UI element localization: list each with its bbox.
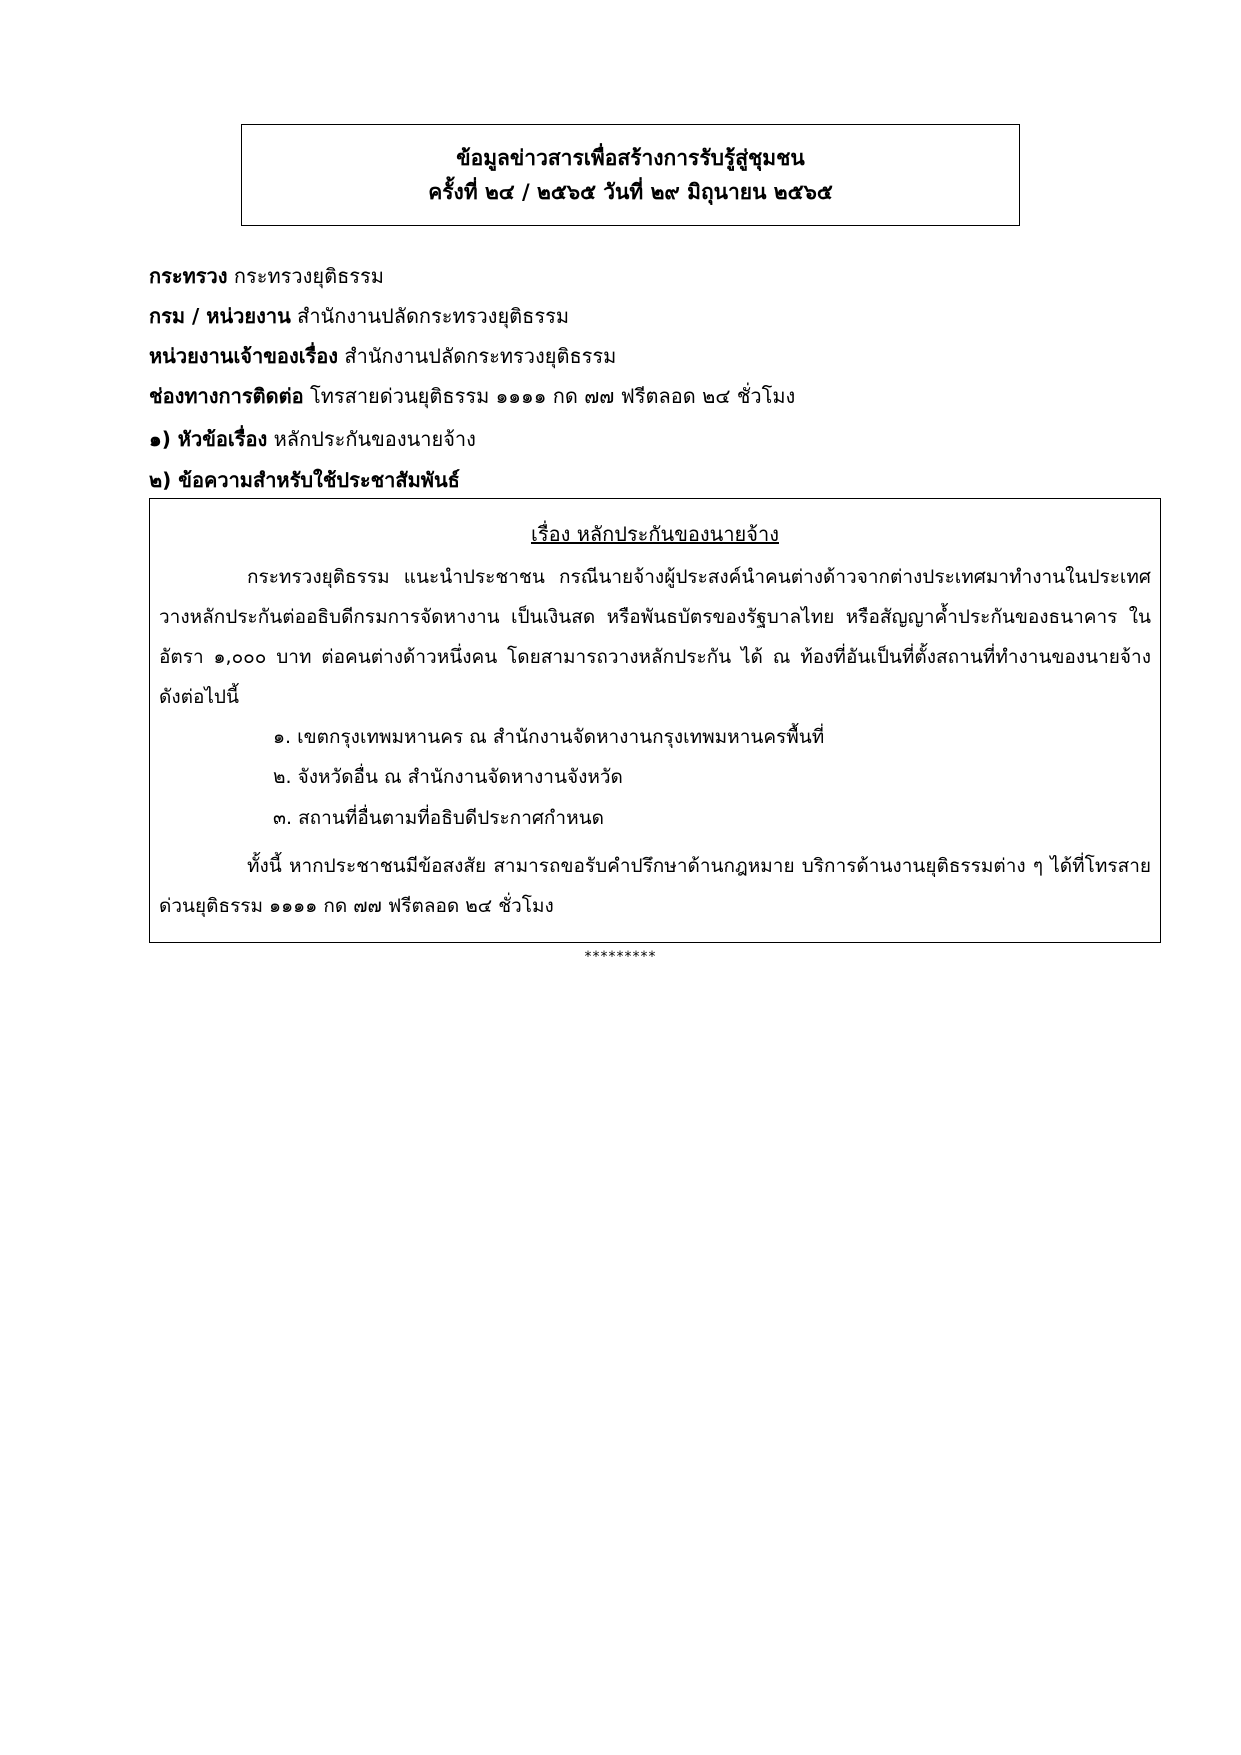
list-item: ๑. เขตกรุงเทพมหานคร ณ สำนักงานจัดหางานกรุงเทพมหานครพื้นที่ (273, 726, 825, 748)
issue-line: ครั้งที่ ๒๔ / ๒๕๖๕ วันที่ ๒๙ มิถุนายน ๒๕๖๕ (428, 180, 833, 204)
header-box (241, 124, 1020, 226)
ministry-value: กระทรวงยุติธรรม (233, 264, 384, 288)
ministry-label: กระทรวง (149, 264, 228, 288)
document-title: ข้อมูลข่าวสารเพื่อสร้างการรับรู้สู่ชุมชน (456, 146, 805, 170)
paragraph-closing-text: ทั้งนี้ หากประชาชนมีข้อสงสัย สามารถขอรับคำปรึกษาด้านกฎหมาย บริการด้านงานยุติธรรมต่าง ๆ ได้ที่โทรสายด่วนยุติธรรม ๑๑๑๑ กด ๗๗ ฟรีตลอด ๒๔ ชั่วโมง (159, 855, 1151, 917)
department-value: สำนักงานปลัดกระทรวงยุติธรรม (297, 304, 570, 328)
topic-label: ๑) หัวข้อเรื่อง (149, 427, 268, 451)
department-label: กรม / หน่วยงาน (149, 304, 291, 328)
contact-value: โทรสายด่วนยุติธรรม ๑๑๑๑ กด ๗๗ ฟรีตลอด ๒๔ ชั่วโมง (309, 384, 796, 408)
topic-value: หลักประกันของนายจ้าง (273, 427, 476, 451)
press-release-title: เรื่อง หลักประกันของนายจ้าง (530, 522, 779, 546)
ministry-row (149, 264, 1149, 289)
pr-heading: ๒) ข้อความสำหรับใช้ประชาสัมพันธ์ (149, 468, 460, 492)
contact-row (149, 384, 1149, 409)
department-row (149, 304, 1149, 329)
end-separator: ********* (584, 949, 657, 965)
list-item: ๓. สถานที่อื่นตามที่อธิบดีประกาศกำหนด (273, 807, 604, 829)
owner-value: สำนักงานปลัดกระทรวงยุติธรรม (344, 344, 617, 368)
owner-row (149, 344, 1149, 369)
paragraph-closing (159, 846, 1151, 926)
topic-row (149, 427, 1149, 452)
contact-label: ช่องทางการติดต่อ (149, 384, 304, 408)
owner-label: หน่วยงานเจ้าของเรื่อง (149, 344, 339, 368)
press-release-box (149, 498, 1161, 943)
paragraph-intro (159, 557, 1151, 717)
paragraph-intro-text: กระทรวงยุติธรรม แนะนำประชาชน กรณีนายจ้างผู้ประสงค์นำคนต่างด้าวจากต่างประเทศมาทำงานในประเทศ วางหลักประกันต่ออธิบดีกรมการจัดหางาน เป็นเงินสด หรือพันธบัตรของรัฐบาลไทย หรือสัญญาค้ำประกันของธนาคาร ในอัตรา ๑,๐๐๐ บาท ต่อคนต่างด้าวหนึ่งคน โดยสามารถวางหลักประกัน ได้ ณ ท้องที่อันเป็นที่ตั้งสถานที่ทำงานของนายจ้าง ดังต่อไปนี้ (159, 566, 1151, 708)
list-item: ๒. จังหวัดอื่น ณ สำนักงานจัดหางานจังหวัด (273, 766, 623, 788)
metadata-section (149, 264, 1149, 467)
